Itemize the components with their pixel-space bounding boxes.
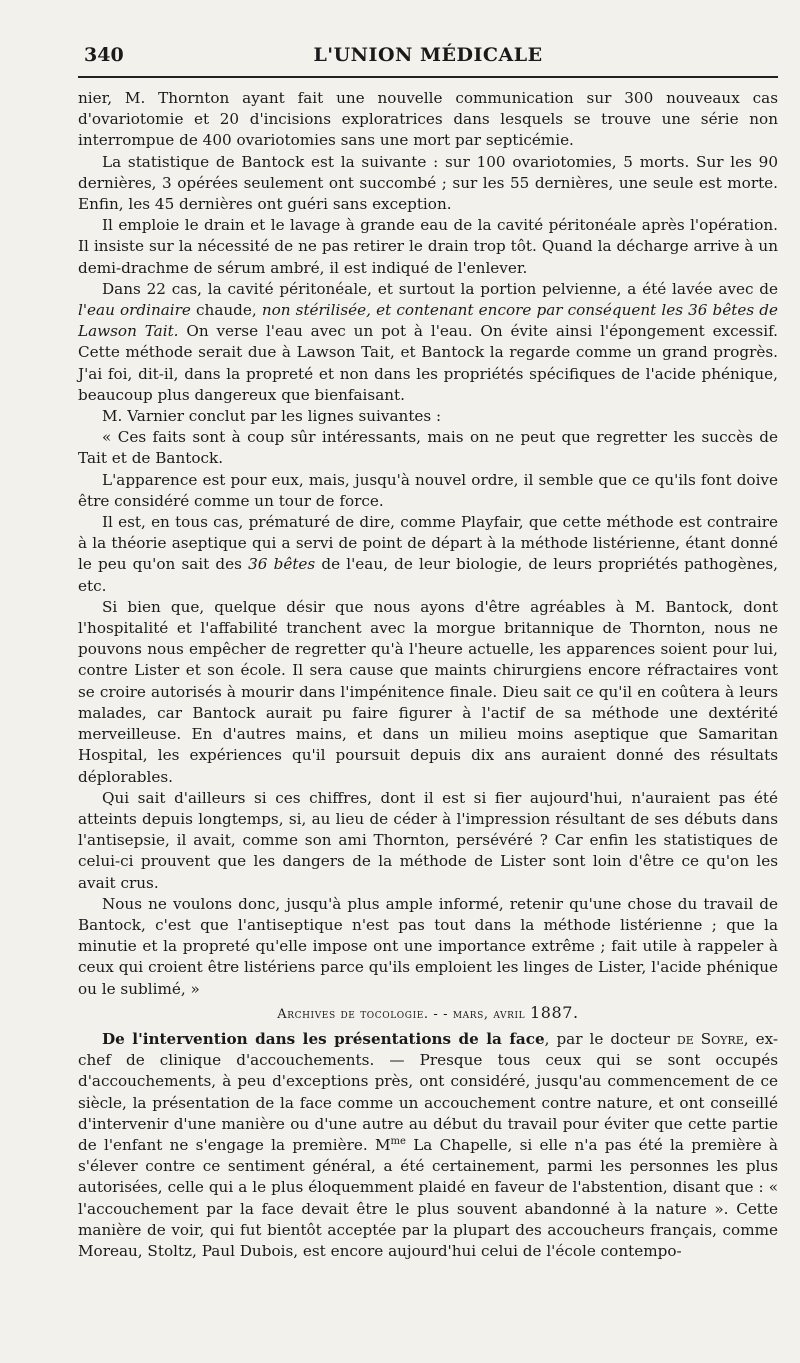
text-run: chaude, (190, 301, 262, 320)
section-year: 1887. (529, 1002, 579, 1022)
page-header (78, 40, 778, 78)
text-run: On verse l'eau avec un pot à l'eau. On évite ainsi l'épongement excessif. Cette méthode serait due à Lawson Tait, et Bantock la regarde comme un grand progrès. J'ai foi, dit-il, dans la propreté et non dans les propriétés spécifiques de l'acide phénique, beaucoup plus dangereux que bienfaisant. (78, 322, 778, 404)
paragraph: « Ces faits sont à coup sûr intéressants, mais on ne peut que regretter les succès de Tait et de Bantock. (78, 428, 778, 468)
text-run: , ex-chef de clinique d'accouchements. — Presque tous ceux qui se sont occupés d'accouchements, à peu d'exceptions près, ont considéré, jusqu'au commencement de ce siècle, la présentation de la face comme un accouchement contre nature, et ont conseillé d'intervenir d'une manière ou d'une autre au début du travail pour éviter que cette partie de l'enfant ne s'engage la première. M (78, 1029, 779, 1154)
body-text (78, 88, 778, 1262)
section-heading (78, 1002, 778, 1025)
author-name: Soyre (700, 1029, 744, 1048)
paragraph: nier, M. Thornton ayant fait une nouvelle communication sur 300 nouveaux cas d'ovariotomie et 20 d'incisions exploratrices dans lesquels se trouve une série non interrompue de 400 ovariotomies sans une mort par septicémie. (78, 89, 778, 150)
paragraph: La statistique de Bantock est la suivante : sur 100 ovariotomies, 5 morts. Sur les 90 dernières, 3 opérées seulement ont succombé ; sur les 55 dernières, une seule est morte. Enfin, les 45 dernières ont guéri sans exception. (78, 152, 778, 214)
text-run: Dans 22 cas, la cavité péritonéale, et surtout la portion pelvienne, a été lavée avec de (102, 279, 778, 298)
italic-run: l'eau ordinaire (78, 301, 191, 320)
article-paragraph (78, 1029, 778, 1262)
superscript: me (390, 1135, 406, 1147)
page-number: 340 (84, 44, 124, 66)
paragraph (78, 512, 778, 597)
text-run: , par le docteur (544, 1029, 677, 1048)
paragraph: Nous ne voulons donc, jusqu'à plus ample informé, retenir qu'une chose du travail de Bantock, c'est que l'antiseptique n'est pas tout dans la méthode listérienne ; que la minutie et la propreté qu'elle impose ont une importance extrême ; fait utile à rappeler à ceux qui croient être listériens parce qu'ils emploient les linges de Lister, l'acide phénique ou le sublimé, » (78, 894, 778, 998)
author-prefix: de (676, 1029, 694, 1048)
italic-run: non stérilisée, et contenant encore par conséquent les 36 bêtes de Lawson Tait. (78, 301, 778, 341)
text-run: La Chapelle, si elle n'a pas été la première à s'élever contre ce sentiment général, a été certainement, parmi les personnes les plus autorisées, celle qui a le plus éloquemment plaidé en faveur de l'abstention, disant que : « l'accouchement par la face devait être le plus souvent abandonné à la nature ». Cette manière de voir, qui fut bientôt acceptée par la plupart des accoucheurs français, comme Moreau, Stoltz, Paul Dubois, est encore aujourd'hui celui de l'école contempo- (78, 1135, 778, 1260)
running-title: L'UNION MÉDICALE (313, 44, 543, 66)
paragraph: L'apparence est pour eux, mais, jusqu'à nouvel ordre, il semble que ce qu'ils font doive être considéré comme un tour de force. (78, 470, 778, 510)
paragraph: Il emploie le drain et le lavage à grande eau de la cavité péritonéale après l'opération. Il insiste sur la nécessité de ne pas retirer le drain trop tôt. Quand la décharge arrive à un demi-drachme de sérum ambré, il est indiqué de l'enlever. (78, 216, 778, 277)
text-run: Il est, en tous cas, prématuré de dire, comme Playfair, que cette méthode est contraire à la théorie aseptique qui a servi de point de départ à la méthode listérienne, étant donné le peu qu'on sait des (78, 513, 778, 574)
section-label: Archives de tocologie. - - mars, avril (277, 1006, 530, 1022)
text-run: de l'eau, de leur biologie, de leurs propriétés pathogènes, etc. (78, 555, 778, 595)
article-title: De l'intervention dans les présentations de la face (102, 1029, 545, 1048)
paragraph (78, 279, 778, 406)
paragraph: M. Varnier conclut par les lignes suivantes : (102, 407, 442, 426)
italic-run: 36 bêtes (248, 555, 316, 574)
paragraph: Si bien que, quelque désir que nous ayons d'être agréables à M. Bantock, dont l'hospitalité et l'affabilité tranchent avec la morgue britannique de Thornton, nous ne pouvons nous empêcher de regretter qu'à l'heure actuelle, les apparences soient pour lui, contre Lister et son école. Il sera cause que maints chirurgiens encore réfractaires vont se croire autorisés à mourir dans l'impénitence finale. Dieu sait ce qu'il en coûtera à leurs malades, car Bantock aurait pu faire figurer à l'actif de sa méthode une dextérité merveilleuse. En d'autres mains, et dans un milieu moins aseptique que Samaritan Hospital, les expériences qu'il poursuit depuis dix ans auraient donné des résultats déplorables. (78, 597, 778, 786)
paragraph: Qui sait d'ailleurs si ces chiffres, dont il est si fier aujourd'hui, n'auraient pas été atteints depuis longtemps, si, au lieu de céder à l'impression résultant de ses débuts dans l'antisepsie, il avait, comme son ami Thornton, persévéré ? Car enfin les statistiques de celui-ci prouvent que les dangers de la méthode de Lister sont loin d'être ce qu'on les avait crus. (78, 788, 778, 892)
